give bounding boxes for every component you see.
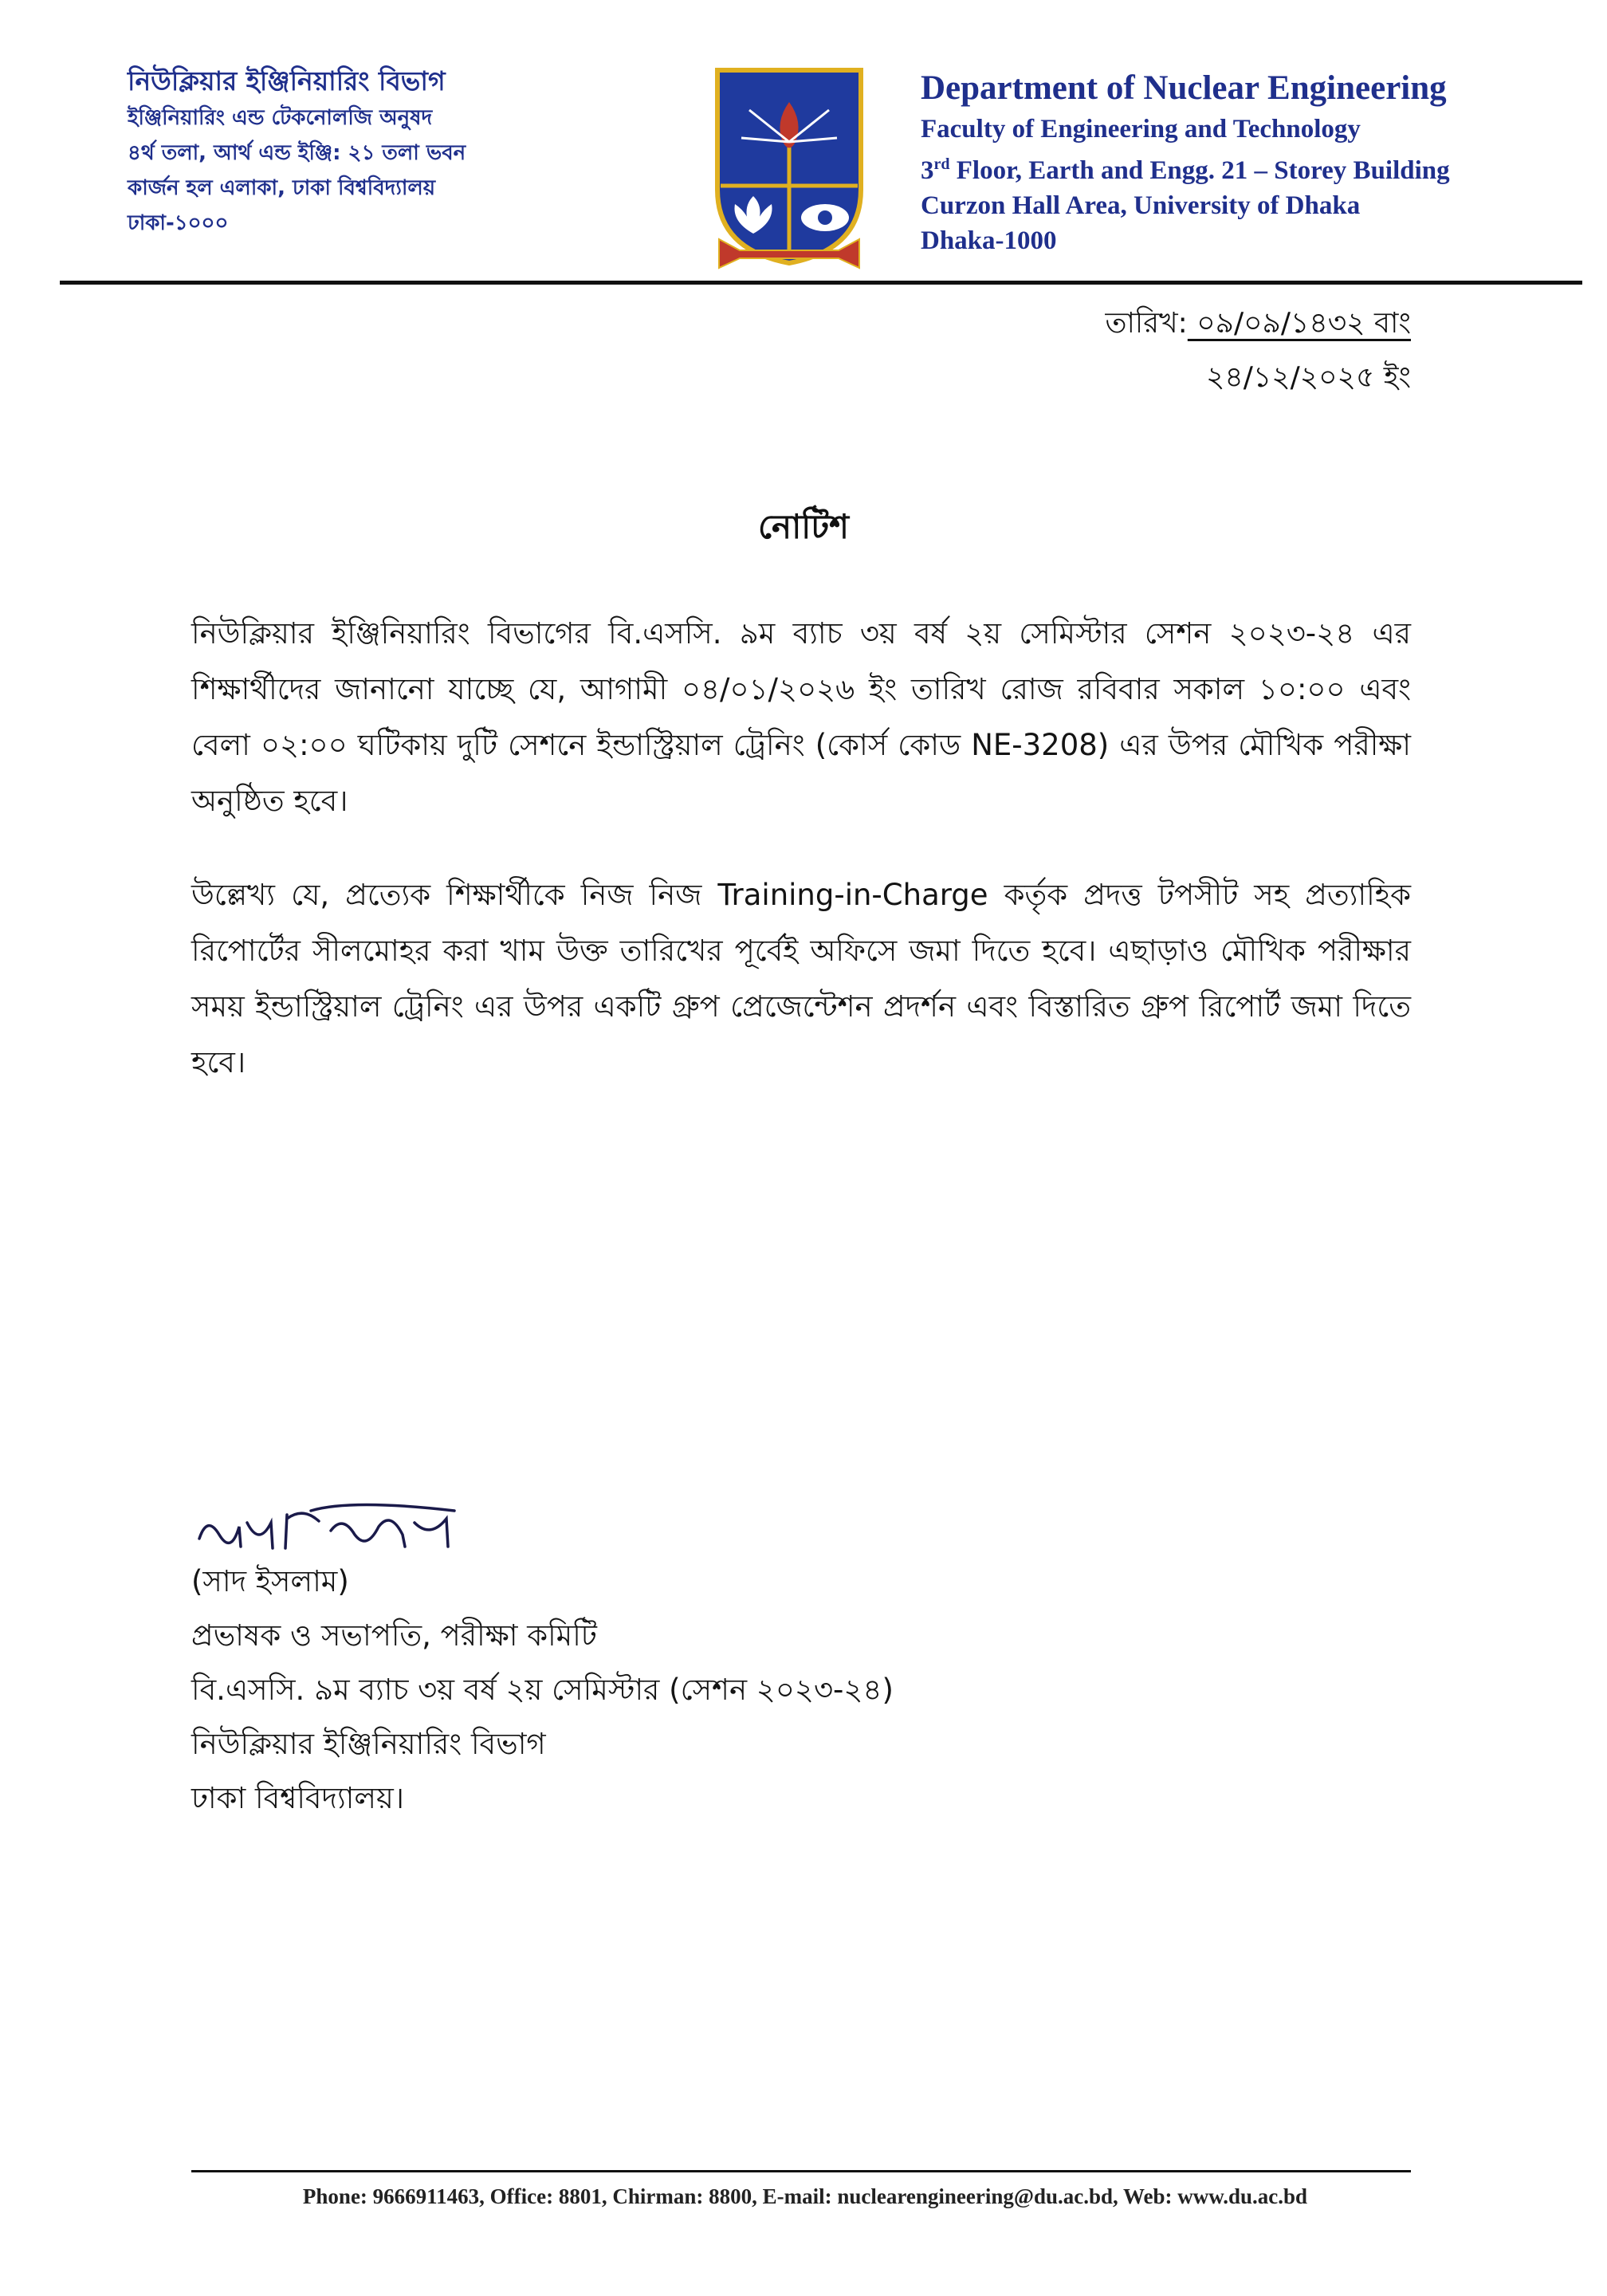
english-letterhead [921,65,1558,258]
bangla-floor-line: ৪র্থ তলা, আর্থ এন্ড ইঞ্জি: ২১ তলা ভবন [128,141,466,165]
bangla-area-line: কার্জন হল এলাকা, ঢাকা বিশ্ববিদ্যালয় [128,176,436,200]
date-label: তারিখ: [1105,307,1188,340]
english-area-line: Curzon Hall Area, University of Dhaka [921,191,1361,220]
handwritten-signature [191,1491,478,1563]
bangla-letterhead [128,62,574,241]
university-seal-logo [701,54,877,277]
date-line-english: ২৪/১২/২০২৫ ইং [1205,361,1411,394]
header-divider [60,281,1582,285]
english-department-title: Department of Nuclear Engineering [921,69,1447,107]
english-floor-line [921,147,1558,188]
signatory-department: নিউক্লিয়ার ইঞ্জিনিয়ারিং বিভাগ [191,1727,546,1761]
date-bangla-calendar: ০৯/০৯/১৪৩২ বাং [1187,307,1411,340]
signatory-batch: বি.এসসি. ৯ম ব্যাচ ৩য় বর্ষ ২য় সেমিস্টার (সেশন ২০২৩-২৪) [191,1673,894,1707]
signature-block [191,1555,1228,1826]
floor-ordinal: 3 [921,156,934,185]
footer-divider [191,2170,1411,2172]
english-city-line: Dhaka-1000 [921,226,1057,255]
floor-building-text: Floor, Earth and Engg. 21 – Storey Building [949,156,1450,185]
bangla-faculty-line: ইঞ্জিনিয়ারিং এন্ড টেকনোলজি অনুষদ [128,106,433,130]
signatory-name: (সাদ ইসলাম) [191,1564,349,1598]
notice-title: নোটিশ [757,507,850,546]
bangla-city-line: ঢাকা-১০০০ [128,211,229,235]
notice-paragraph-1: নিউক্লিয়ার ইঞ্জিনিয়ারিং বিভাগের বি.এসসি. ৯ম ব্যাচ ৩য় বর্ষ ২য় সেমিস্টার সেশন ২০২৩-২৪ এর শিক্ষার্থীদের জানানো যাচ্ছে যে, আগামী ০৪/০১/২০২৬ ইং তারিখ রোজ রবিবার সকাল ১০:০০ এবং বেলা ০২:০০ ঘটিকায় দুটি সেশনে ইন্ডাস্ট্রিয়াল ট্রেনিং (কোর্স কোড NE-3208) এর উপর মৌখিক পরীক্ষা অনুষ্ঠিত হবে। [191,616,1411,818]
date-line-bangla [1020,297,1411,351]
floor-ordinal-suffix: rd [933,155,950,173]
date-block [1020,297,1411,405]
eye-icon [801,204,849,231]
signatory-university: ঢাকা বিশ্ববিদ্যালয়। [191,1781,405,1815]
english-faculty-line: Faculty of Engineering and Technology [921,115,1361,144]
footer-contact: Phone: 9666911463, Office: 8801, Chirman: 8800, E-mail: nuclearengineering@du.ac.bd, Web: www.du.ac.bd [302,2184,1308,2208]
bangla-department-title: নিউক্লিয়ার ইঞ্জিনিয়ারিং বিভাগ [128,65,446,96]
notice-paragraph-2: উল্লেখ্য যে, প্রত্যেক শিক্ষার্থীকে নিজ নিজ Training-in-Charge কর্তৃক প্রদত্ত টপসীট সহ প্রত্যাহিক রিপোর্টের সীলমোহর করা খাম উক্ত তারিখের পূর্বেই অফিসে জমা দিতে হবে। এছাড়াও মৌখিক পরীক্ষার সময় ইন্ডাস্ট্রিয়াল ট্রেনিং এর উপর একটি গ্রুপ প্রেজেন্টেশন প্রদর্শন এবং বিস্তারিত গ্রুপ রিপোর্ট জমা দিতে হবে। [191,878,1411,1079]
signatory-designation: প্রভাষক ও সভাপতি, পরীক্ষা কমিটি [191,1618,597,1653]
